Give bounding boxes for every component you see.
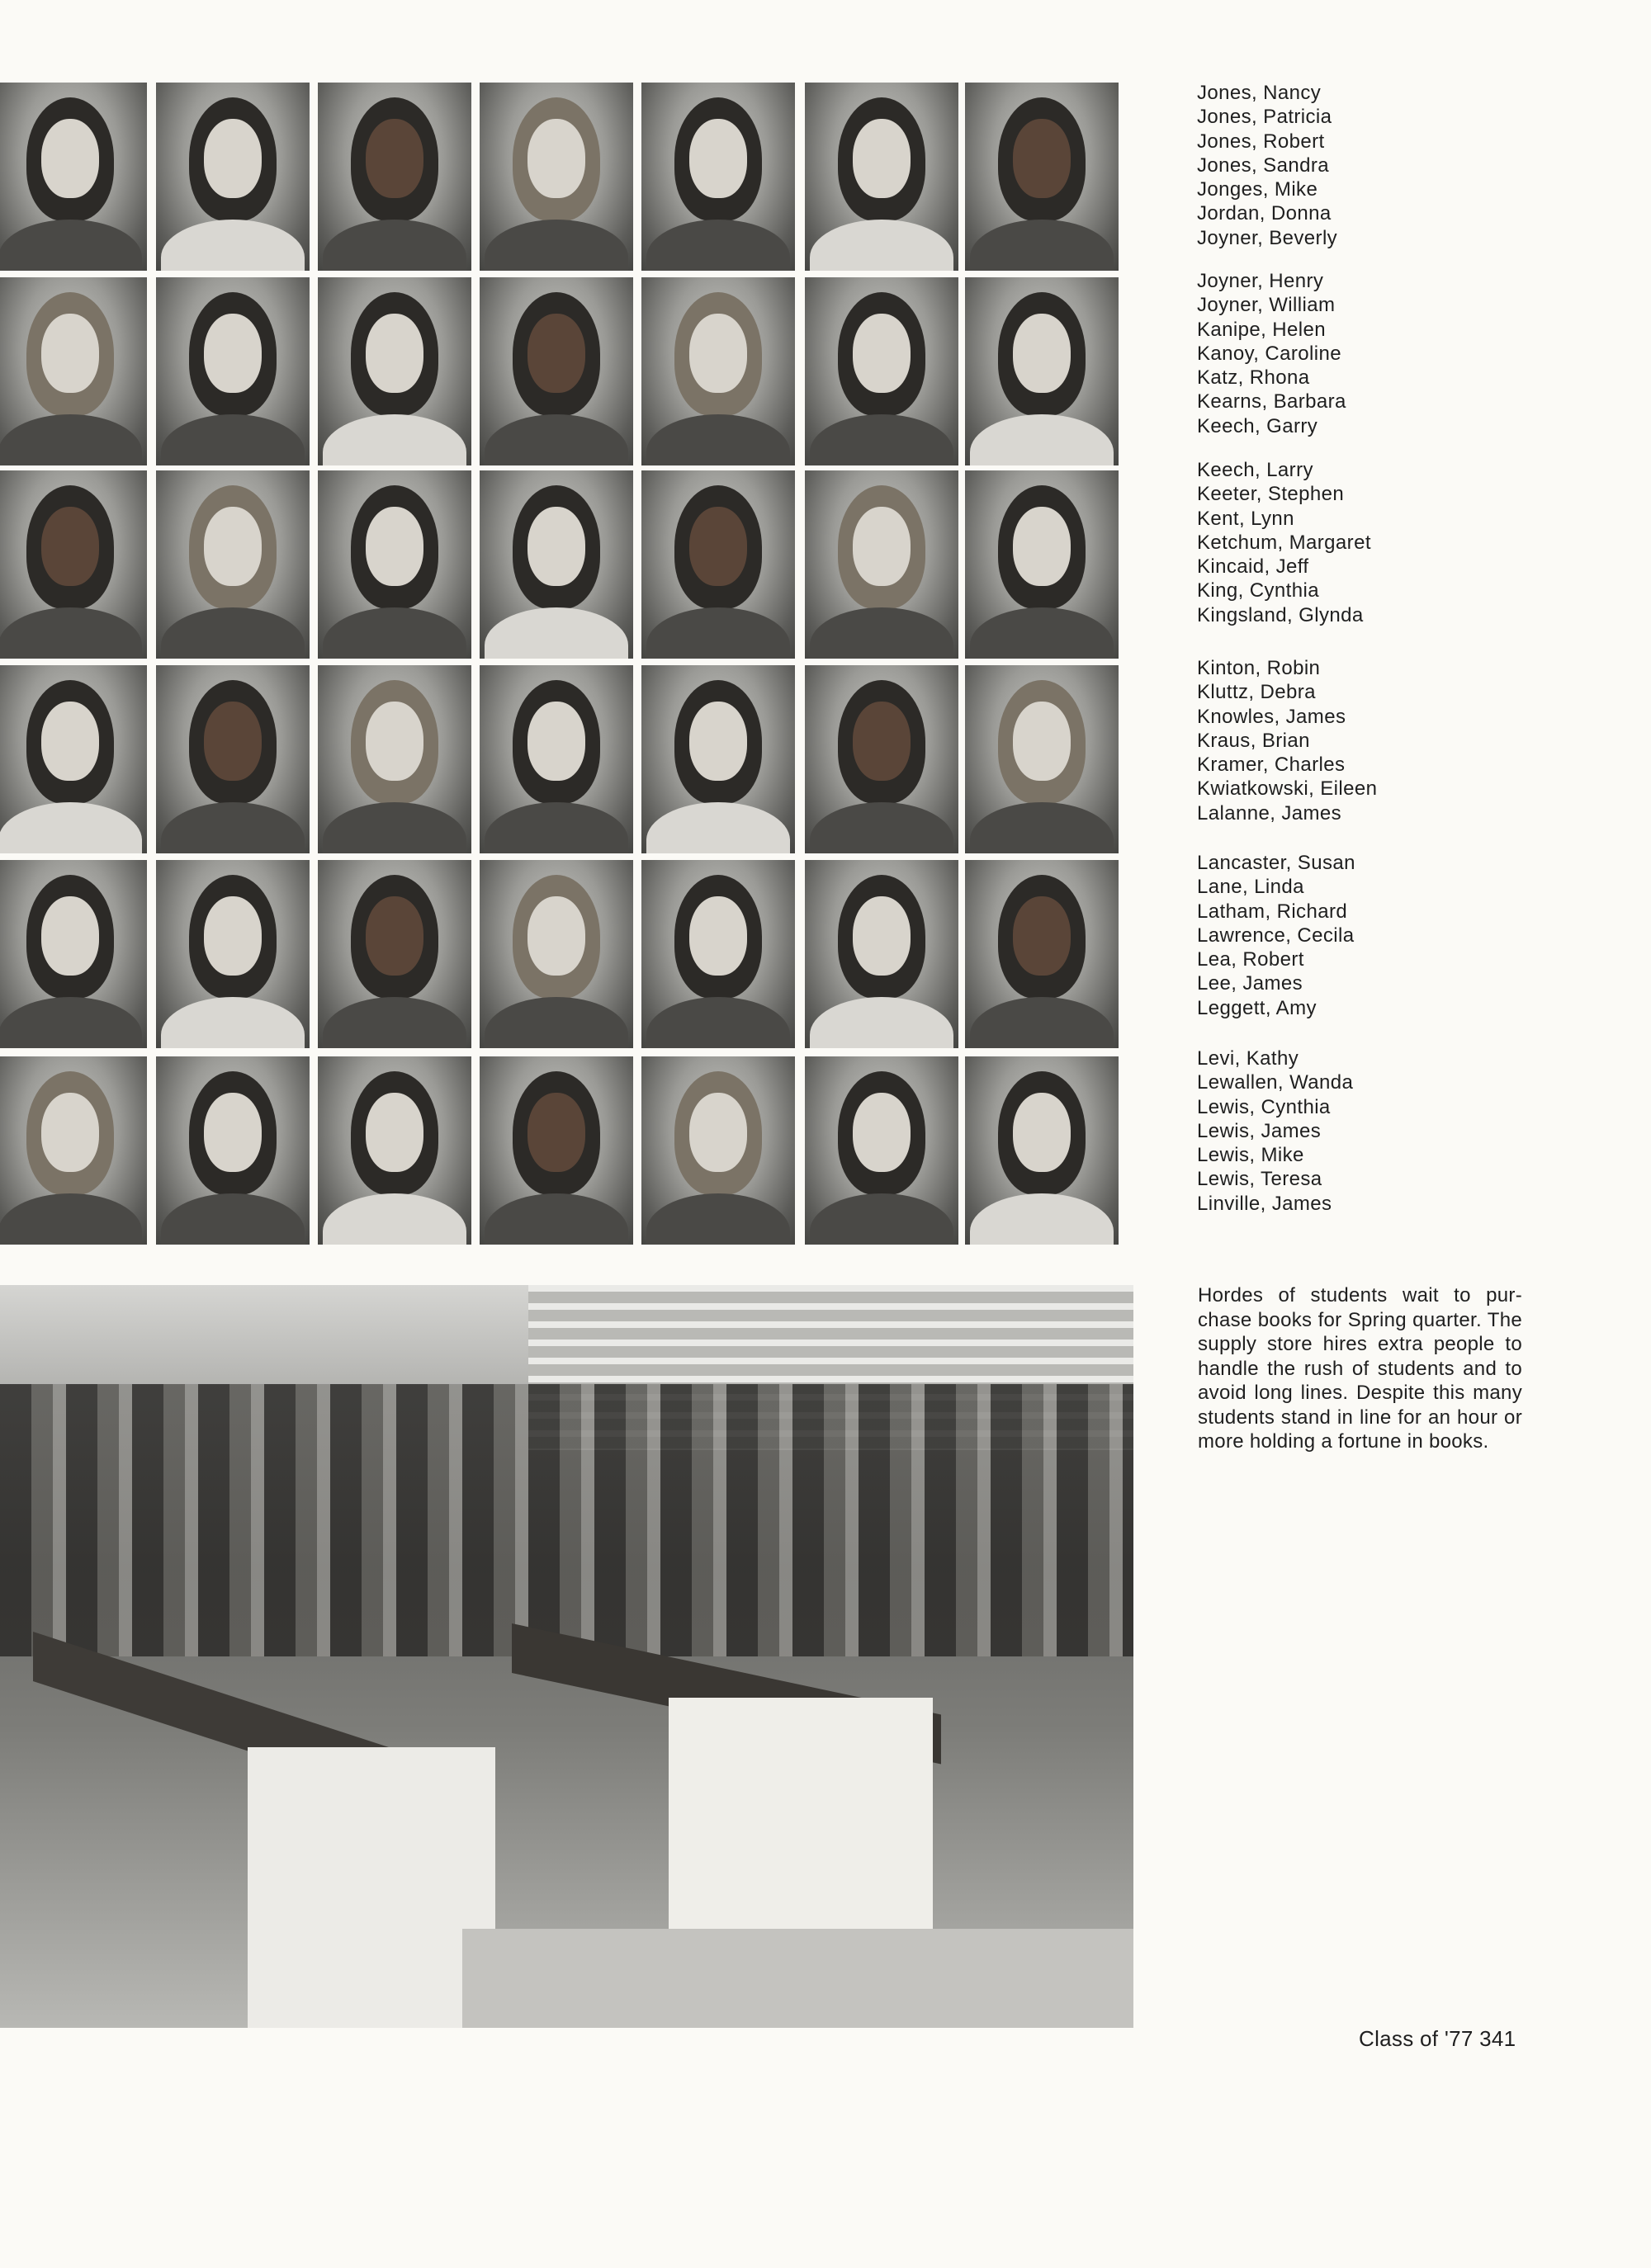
portrait-shoulders [323, 607, 466, 659]
student-portrait [805, 665, 958, 853]
portrait-face [204, 119, 262, 198]
portrait-shoulders [646, 607, 790, 659]
portrait-face [527, 702, 585, 781]
student-name: Keech, Garry [1197, 414, 1318, 437]
student-name: Levi, Kathy [1197, 1047, 1299, 1070]
student-name: Lea, Robert [1197, 948, 1304, 971]
portrait-shoulders [810, 607, 953, 659]
portrait-shoulders [161, 607, 305, 659]
student-portrait [965, 1056, 1119, 1245]
student-portrait [318, 665, 471, 853]
portrait-face [853, 896, 911, 976]
portrait-shoulders [970, 607, 1114, 659]
portrait-face [204, 314, 262, 393]
student-name: Latham, Richard [1197, 900, 1348, 923]
student-name: Jones, Robert [1197, 130, 1325, 153]
portrait-shoulders [485, 1193, 628, 1245]
photo-crowd [0, 1384, 1133, 1656]
portrait-shoulders [0, 802, 142, 853]
name-group [1197, 81, 1527, 250]
portrait-face [41, 507, 99, 586]
portrait-shoulders [323, 997, 466, 1048]
student-name: Kramer, Charles [1197, 754, 1346, 777]
portrait-shoulders [646, 414, 790, 465]
portrait-face [689, 1093, 747, 1172]
portrait-face [527, 119, 585, 198]
student-portrait [0, 83, 147, 271]
student-name: Jonges, Mike [1197, 178, 1318, 201]
portrait-face [1013, 314, 1071, 393]
portrait-face [1013, 119, 1071, 198]
portrait-face [1013, 507, 1071, 586]
student-portrait [641, 277, 795, 465]
student-portrait [318, 1056, 471, 1245]
student-portrait [156, 665, 310, 853]
student-name: Joyner, Henry [1197, 270, 1324, 292]
student-portrait [965, 470, 1119, 659]
name-group [1197, 269, 1527, 438]
student-name: Lee, James [1197, 972, 1303, 995]
portrait-shoulders [646, 220, 790, 271]
portrait-shoulders [810, 220, 953, 271]
portrait-face [366, 507, 423, 586]
portrait-face [1013, 896, 1071, 976]
student-name: Lewis, Cynthia [1197, 1095, 1331, 1118]
student-portrait [641, 1056, 795, 1245]
student-portrait [156, 860, 310, 1048]
portrait-face [1013, 1093, 1071, 1172]
portrait-shoulders [810, 997, 953, 1048]
student-portrait [0, 860, 147, 1048]
photo-counter-front-left [248, 1747, 495, 2028]
student-portrait [480, 860, 633, 1048]
portrait-face [527, 1093, 585, 1172]
portrait-face [204, 1093, 262, 1172]
student-name: Jordan, Donna [1197, 202, 1332, 225]
student-portrait [641, 860, 795, 1048]
student-portrait [965, 83, 1119, 271]
portrait-shoulders [970, 414, 1114, 465]
portrait-shoulders [485, 802, 628, 853]
student-portrait [805, 277, 958, 465]
name-group [1197, 458, 1527, 627]
portrait-shoulders [0, 1193, 142, 1245]
portrait-shoulders [161, 997, 305, 1048]
portrait-face [204, 702, 262, 781]
student-name: Kwiatkowski, Eileen [1197, 777, 1378, 801]
portrait-shoulders [485, 414, 628, 465]
student-name: Kluttz, Debra [1197, 681, 1316, 704]
student-name: Lane, Linda [1197, 876, 1304, 899]
portrait-shoulders [323, 220, 466, 271]
student-portrait [805, 83, 958, 271]
student-portrait [805, 1056, 958, 1245]
name-group [1197, 656, 1527, 825]
student-name: Joyner, William [1197, 294, 1336, 317]
student-name: Jones, Nancy [1197, 82, 1322, 104]
student-portrait [0, 277, 147, 465]
portrait-face [41, 702, 99, 781]
portrait-face [1013, 702, 1071, 781]
student-name: Kanipe, Helen [1197, 318, 1326, 341]
student-portrait [965, 665, 1119, 853]
student-name: Lewallen, Wanda [1197, 1071, 1354, 1094]
student-portrait [318, 83, 471, 271]
portrait-face [204, 896, 262, 976]
student-portrait [965, 277, 1119, 465]
portrait-shoulders [970, 802, 1114, 853]
student-name: Kearns, Barbara [1197, 390, 1346, 413]
photo-caption: Hordes of students wait to pur-chase books for Spring quarter. The supply store hires extra people to handle the rush of students and to avoid long lines. Despite this many students stand in line for an hour or more holding a fortune in books. [1198, 1284, 1522, 1453]
portrait-shoulders [323, 414, 466, 465]
student-name: Katz, Rhona [1197, 366, 1310, 390]
student-portrait [805, 470, 958, 659]
student-name: Kincaid, Jeff [1197, 555, 1309, 579]
bookstore-photo [0, 1285, 1133, 2028]
portrait-shoulders [646, 1193, 790, 1245]
student-portrait [156, 277, 310, 465]
name-group [1197, 851, 1527, 1020]
portrait-shoulders [646, 997, 790, 1048]
student-portrait [318, 277, 471, 465]
student-name: Linville, James [1197, 1192, 1332, 1215]
portrait-face [853, 314, 911, 393]
photo-floor [462, 1929, 1133, 2028]
student-portrait [480, 665, 633, 853]
student-portrait [156, 83, 310, 271]
student-portrait [641, 470, 795, 659]
portrait-face [41, 119, 99, 198]
student-portrait [480, 1056, 633, 1245]
student-portrait [805, 860, 958, 1048]
student-name: Lawrence, Cecila [1197, 924, 1355, 947]
portrait-face [41, 896, 99, 976]
portrait-shoulders [970, 220, 1114, 271]
portrait-shoulders [485, 997, 628, 1048]
student-portrait [965, 860, 1119, 1048]
portrait-shoulders [970, 1193, 1114, 1245]
portrait-shoulders [970, 997, 1114, 1048]
portrait-face [689, 507, 747, 586]
student-name: Jones, Patricia [1197, 106, 1332, 129]
student-portrait [0, 665, 147, 853]
portrait-face [527, 896, 585, 976]
portrait-face [853, 1093, 911, 1172]
portrait-shoulders [0, 220, 142, 271]
portrait-face [366, 896, 423, 976]
student-portrait [318, 860, 471, 1048]
student-portrait [480, 277, 633, 465]
student-name: Ketchum, Margaret [1197, 531, 1371, 554]
portrait-face [689, 702, 747, 781]
student-name: Keeter, Stephen [1197, 483, 1345, 506]
portrait-face [366, 314, 423, 393]
student-name: Lewis, Teresa [1197, 1168, 1322, 1191]
portrait-shoulders [323, 802, 466, 853]
student-name: Kanoy, Caroline [1197, 342, 1341, 365]
portrait-face [689, 896, 747, 976]
portrait-face [853, 119, 911, 198]
photo-counter-front-right [669, 1698, 933, 1962]
student-name: Joyner, Beverly [1197, 226, 1338, 249]
portrait-shoulders [161, 414, 305, 465]
portrait-shoulders [810, 1193, 953, 1245]
portrait-face [527, 314, 585, 393]
portrait-face [204, 507, 262, 586]
portrait-shoulders [0, 414, 142, 465]
student-name: Lewis, Mike [1197, 1144, 1304, 1167]
portrait-face [366, 1093, 423, 1172]
student-name: Kent, Lynn [1197, 507, 1294, 530]
portrait-shoulders [161, 1193, 305, 1245]
student-name: Jones, Sandra [1197, 154, 1329, 177]
student-name: Lalanne, James [1197, 801, 1342, 825]
student-portrait [156, 470, 310, 659]
student-name: King, Cynthia [1197, 579, 1319, 602]
portrait-grid [0, 83, 1133, 1250]
portrait-face [853, 507, 911, 586]
student-name: Kinton, Robin [1197, 657, 1321, 679]
student-name: Lancaster, Susan [1197, 852, 1355, 874]
portrait-face [41, 1093, 99, 1172]
student-name: Kingsland, Glynda [1197, 603, 1364, 626]
student-portrait [0, 1056, 147, 1245]
portrait-face [366, 702, 423, 781]
student-portrait [480, 83, 633, 271]
portrait-shoulders [485, 220, 628, 271]
portrait-shoulders [0, 607, 142, 659]
student-portrait [156, 1056, 310, 1245]
student-portrait [480, 470, 633, 659]
name-group [1197, 1047, 1527, 1216]
portrait-face [527, 507, 585, 586]
portrait-face [41, 314, 99, 393]
student-name: Lewis, James [1197, 1119, 1322, 1142]
portrait-face [853, 702, 911, 781]
student-portrait [641, 83, 795, 271]
student-name: Keech, Larry [1197, 459, 1313, 481]
portrait-shoulders [0, 997, 142, 1048]
portrait-shoulders [810, 802, 953, 853]
student-portrait [641, 665, 795, 853]
portrait-face [689, 119, 747, 198]
portrait-shoulders [161, 802, 305, 853]
page-folio: Class of '77 341 [1359, 2026, 1516, 2051]
portrait-shoulders [646, 802, 790, 853]
student-name: Leggett, Amy [1197, 996, 1317, 1019]
portrait-shoulders [810, 414, 953, 465]
student-name: Kraus, Brian [1197, 729, 1310, 752]
student-name: Knowles, James [1197, 705, 1346, 728]
portrait-shoulders [485, 607, 628, 659]
portrait-shoulders [161, 220, 305, 271]
student-portrait [0, 470, 147, 659]
portrait-shoulders [323, 1193, 466, 1245]
portrait-face [366, 119, 423, 198]
portrait-face [689, 314, 747, 393]
student-portrait [318, 470, 471, 659]
